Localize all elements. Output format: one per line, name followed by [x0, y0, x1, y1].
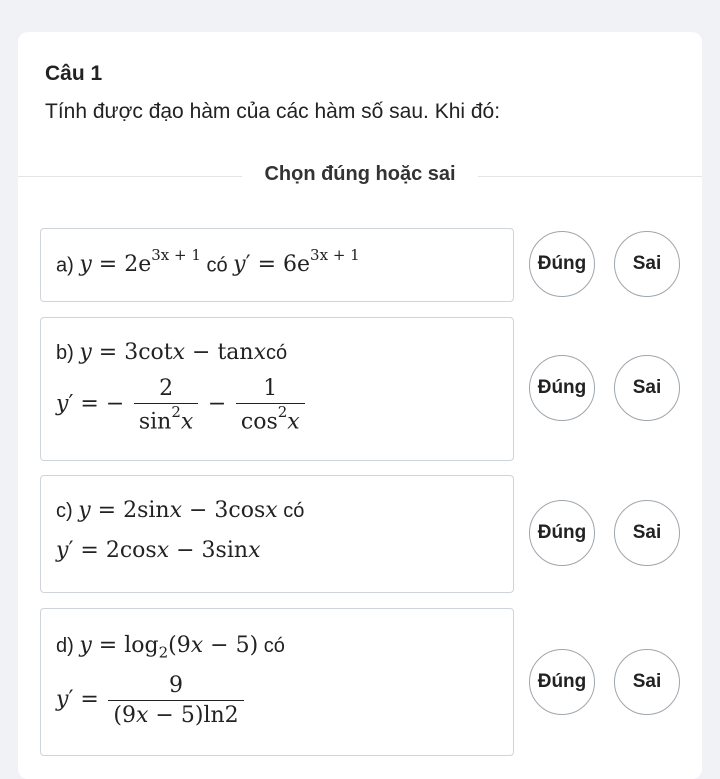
- item-d-connector: có: [263, 635, 285, 657]
- question-card: [18, 32, 702, 779]
- question-prompt: Tính được đạo hàm của các hàm số sau. Khi đó:: [45, 100, 501, 123]
- item-d-label: d): [56, 635, 74, 657]
- item-a: [40, 228, 514, 302]
- item-a-statement: [56, 246, 360, 278]
- question-title: Câu 1: [45, 62, 103, 85]
- item-c-false-button[interactable]: Sai: [614, 500, 680, 566]
- item-b: [40, 317, 514, 461]
- item-c-statement: [56, 498, 304, 523]
- item-c-connector: có: [283, 500, 305, 522]
- item-a-connector: có: [206, 254, 228, 277]
- item-d-true-button[interactable]: Đúng: [529, 649, 595, 715]
- item-b-false-button[interactable]: Sai: [614, 355, 680, 421]
- item-a-derivative: $y' = 6e^{3x + 1}$: [233, 246, 360, 278]
- item-c: [40, 475, 514, 593]
- item-b-connector: có: [266, 342, 288, 364]
- item-c-function: y = 2sinx − 3cosx: [78, 498, 278, 523]
- item-d-false-button[interactable]: Sai: [614, 649, 680, 715]
- item-d-function: $y = \log_2(9x - 5)$: [79, 633, 259, 662]
- item-d-statement: [56, 633, 285, 661]
- instruction-label: Chọn đúng hoặc sai: [242, 163, 477, 185]
- instruction-row: [18, 163, 702, 186]
- item-b-label: b): [56, 342, 74, 364]
- item-a-function: $y = 2e^{3x + 1}$: [79, 246, 201, 278]
- item-b-true-button[interactable]: Đúng: [529, 355, 595, 421]
- item-a-true-button[interactable]: Đúng: [529, 231, 595, 297]
- item-d-derivative: y′ = $\frac{9}{(9x - 5)\ln 2}$: [56, 673, 248, 728]
- item-b-derivative: y′ = − $\frac{2}{\sin^2x}$ − $\frac{1}{\cos^2x}$: [56, 376, 309, 434]
- item-c-label: c): [56, 500, 73, 522]
- item-a-label: a): [56, 254, 74, 277]
- item-a-false-button[interactable]: Sai: [614, 231, 680, 297]
- item-b-statement: [56, 340, 287, 365]
- item-c-derivative: y′ = 2cosx − 3sinx: [56, 538, 261, 563]
- item-c-true-button[interactable]: Đúng: [529, 500, 595, 566]
- item-d: [40, 608, 514, 756]
- item-b-function: y = 3cotx − tanx: [79, 340, 267, 365]
